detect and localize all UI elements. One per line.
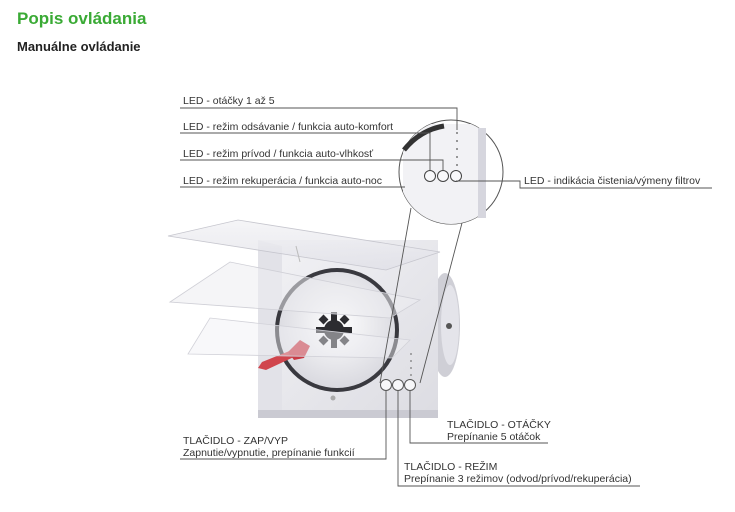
label-button-mode-title: TLAČIDLO - REŽIM [404, 461, 498, 473]
label-led-speed: LED - otáčky 1 až 5 [183, 95, 275, 107]
label-button-speed-title: TLAČIDLO - OTÁČKY [447, 419, 551, 431]
label-led-recovery: LED - režim rekuperácia / funkcia auto-noc [183, 175, 383, 187]
label-button-power-title: TLAČIDLO - ZAP/VYP [183, 435, 289, 447]
label-button-power-desc: Zapnutie/vypnutie, prepínanie funkcií [183, 447, 355, 459]
label-button-mode-desc: Prepínanie 3 režimov (odvod/prívod/rekuperácia) [404, 473, 632, 485]
magnified-panel [399, 120, 503, 224]
label-led-extract: LED - režim odsávanie / funkcia auto-komfort [183, 121, 394, 133]
page-title: Popis ovládania [17, 9, 147, 28]
section-subtitle: Manuálne ovládanie [17, 39, 141, 54]
label-led-supply: LED - režim prívod / funkcia auto-vlhkosť [183, 148, 374, 160]
label-led-filter: LED - indikácia čistenia/výmeny filtrov [524, 175, 701, 187]
label-button-speed-desc: Prepínanie 5 otáčok [447, 431, 541, 443]
